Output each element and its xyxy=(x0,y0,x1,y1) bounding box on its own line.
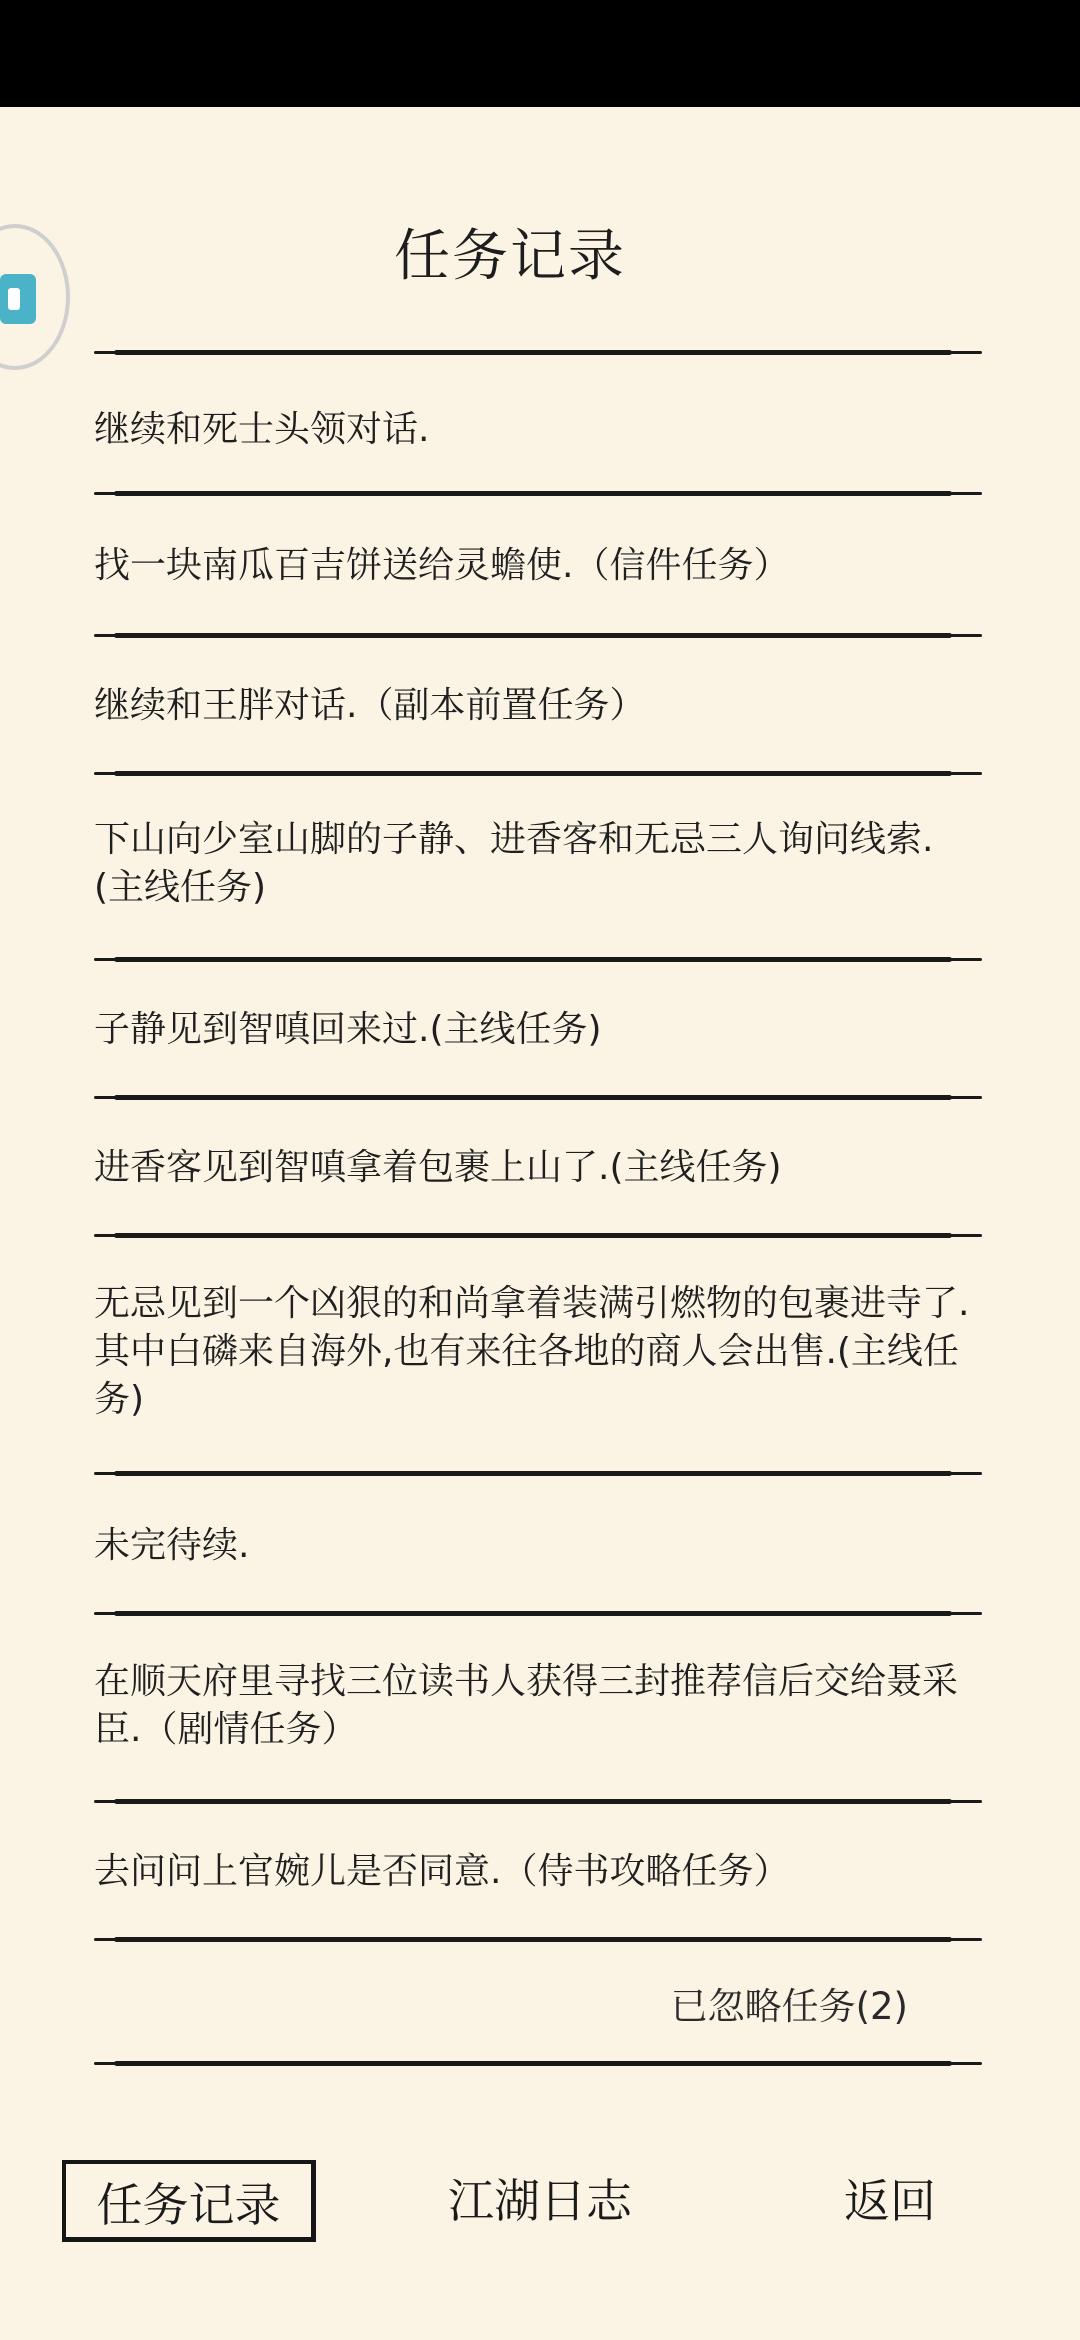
ignored-tasks-link[interactable]: 已忽略任务(2) xyxy=(670,1985,908,2028)
task-item[interactable]: 未完待续. xyxy=(94,1525,250,1566)
back-button[interactable]: 返回 xyxy=(844,2174,936,2228)
divider xyxy=(94,2062,982,2065)
divider xyxy=(94,1800,982,1803)
tab-quest-log[interactable]: 任务记录 xyxy=(62,2160,316,2242)
divider xyxy=(94,1612,982,1615)
task-item[interactable]: 子静见到智嗔回来过.(主线任务) xyxy=(94,1009,602,1050)
tab-journal[interactable]: 江湖日志 xyxy=(448,2174,632,2228)
task-item[interactable]: 进香客见到智嗔拿着包裹上山了.(主线任务) xyxy=(94,1147,782,1188)
task-item[interactable]: 去问问上官婉儿是否同意.（侍书攻略任务） xyxy=(94,1851,790,1892)
divider xyxy=(94,1096,982,1099)
divider xyxy=(94,958,982,961)
task-item[interactable]: 无忌见到一个凶狠的和尚拿着装满引燃物的包裹进寺了.其中白磷来自海外,也有来往各地的商人会出售.(主线任务) xyxy=(94,1283,970,1420)
task-item[interactable]: 下山向少室山脚的子静、进香客和无忌三人询问线索.(主线任务) xyxy=(94,819,934,908)
task-item[interactable]: 继续和死士头领对话. xyxy=(94,409,430,450)
divider xyxy=(94,492,982,495)
divider xyxy=(94,1472,982,1475)
task-item[interactable]: 继续和王胖对话.（副本前置任务） xyxy=(94,685,646,726)
task-item[interactable]: 找一块南瓜百吉饼送给灵蟾使.（信件任务） xyxy=(94,545,790,586)
task-item[interactable]: 在顺天府里寻找三位读书人获得三封推荐信后交给聂采臣.（剧情任务） xyxy=(94,1661,959,1750)
divider xyxy=(94,1234,982,1237)
status-bar xyxy=(0,0,1080,107)
page-title: 任务记录 xyxy=(394,224,626,289)
divider xyxy=(94,772,982,775)
divider xyxy=(94,351,982,354)
divider xyxy=(94,1938,982,1941)
divider xyxy=(94,634,982,637)
